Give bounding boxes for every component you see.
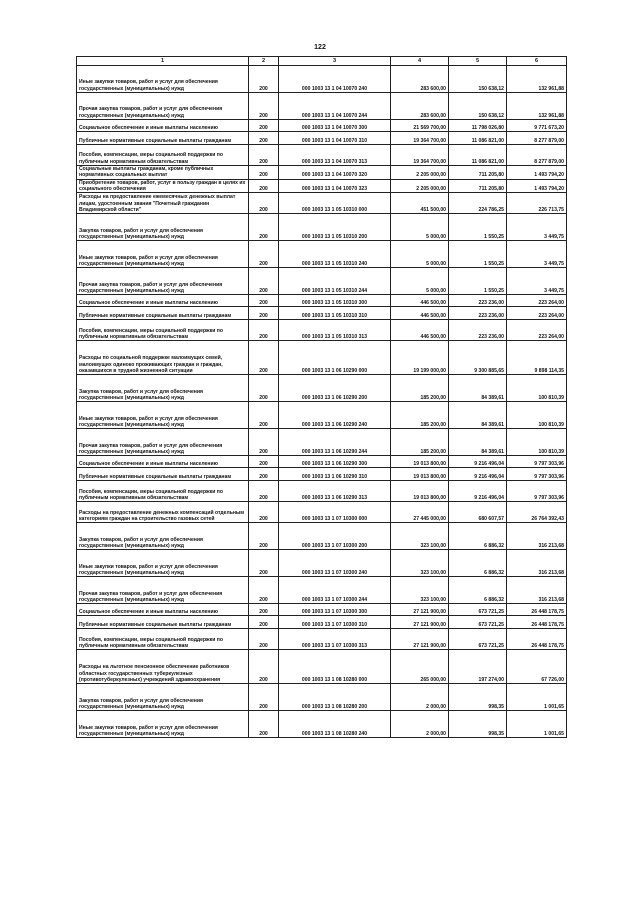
row-classification-code-cell: 000 1003 13 1 07 10300 300	[279, 604, 391, 616]
row-code-cell: 200	[249, 684, 279, 711]
row-executed-amount-cell: 84 389,61	[449, 375, 507, 402]
row-approved-amount-cell: 19 199 000,00	[391, 341, 449, 375]
row-code-cell: 200	[249, 456, 279, 468]
table-row	[77, 456, 567, 468]
row-remaining-amount-cell: 316 213,68	[507, 550, 567, 577]
row-code-cell: 200	[249, 341, 279, 375]
row-remaining-amount-cell: 223 264,00	[507, 320, 567, 341]
row-code-cell: 200	[249, 132, 279, 145]
row-code-cell: 200	[249, 468, 279, 481]
row-code-cell: 200	[249, 145, 279, 166]
table-row	[77, 577, 567, 604]
row-executed-amount-cell: 9 216 496,04	[449, 456, 507, 468]
row-executed-amount-cell: 9 216 496,04	[449, 468, 507, 481]
row-code-cell: 200	[249, 616, 279, 629]
row-remaining-amount-cell: 100 810,39	[507, 402, 567, 429]
row-name-cell: Расходы на льготное пенсионное обеспечение работников областных государственных туберкулезных (противотуберкулезных) учреждений здравоохранения	[77, 650, 249, 684]
table-row	[77, 268, 567, 295]
row-classification-code-cell: 000 1003 13 1 04 10070 240	[279, 66, 391, 93]
row-name-cell: Закупка товаров, работ и услуг для обеспечения государственных (муниципальных) нужд	[77, 375, 249, 402]
row-remaining-amount-cell: 9 797 303,96	[507, 456, 567, 468]
row-remaining-amount-cell: 3 449,75	[507, 214, 567, 241]
row-code-cell: 200	[249, 320, 279, 341]
row-remaining-amount-cell: 9 771 673,20	[507, 120, 567, 132]
row-executed-amount-cell: 150 638,12	[449, 93, 507, 120]
table-row	[77, 429, 567, 456]
table-row	[77, 93, 567, 120]
row-code-cell: 200	[249, 523, 279, 550]
row-classification-code-cell: 000 1003 13 1 07 10300 000	[279, 502, 391, 523]
row-classification-code-cell: 000 1003 13 1 06 10290 310	[279, 468, 391, 481]
table-row	[77, 193, 567, 214]
row-code-cell: 200	[249, 429, 279, 456]
row-code-cell: 200	[249, 711, 279, 738]
row-name-cell: Иные закупки товаров, работ и услуг для обеспечения государственных (муниципальных) нужд	[77, 402, 249, 429]
row-approved-amount-cell: 27 121 900,00	[391, 616, 449, 629]
row-remaining-amount-cell: 3 449,75	[507, 268, 567, 295]
row-name-cell: Расходы на предоставление ежемесячных денежных выплат лицам, удостоенным звания "Почетный гражданин Владимирской области"	[77, 193, 249, 214]
row-remaining-amount-cell: 1 493 794,20	[507, 179, 567, 193]
row-approved-amount-cell: 283 600,00	[391, 66, 449, 93]
table-row	[77, 166, 567, 180]
row-name-cell: Закупка товаров, работ и услуг для обеспечения государственных (муниципальных) нужд	[77, 684, 249, 711]
row-name-cell: Иные закупки товаров, работ и услуг для обеспечения государственных (муниципальных) нужд	[77, 241, 249, 268]
table-row	[77, 629, 567, 650]
row-classification-code-cell: 000 1003 13 1 04 10070 310	[279, 132, 391, 145]
row-approved-amount-cell: 451 500,00	[391, 193, 449, 214]
row-classification-code-cell: 000 1003 13 1 04 10070 320	[279, 166, 391, 180]
row-code-cell: 200	[249, 179, 279, 193]
row-remaining-amount-cell: 8 277 879,00	[507, 132, 567, 145]
row-name-cell: Публичные нормативные социальные выплаты гражданам	[77, 132, 249, 145]
row-executed-amount-cell: 224 786,25	[449, 193, 507, 214]
table-body	[77, 66, 567, 738]
table-row	[77, 307, 567, 320]
row-remaining-amount-cell: 26 448 178,75	[507, 616, 567, 629]
row-name-cell: Пособия, компенсации, меры социальной поддержки по публичным нормативным обязательствам	[77, 145, 249, 166]
row-remaining-amount-cell: 100 810,39	[507, 375, 567, 402]
column-header: 4	[391, 57, 449, 66]
row-approved-amount-cell: 2 000,00	[391, 684, 449, 711]
row-code-cell: 200	[249, 120, 279, 132]
row-name-cell: Расходы на предоставление денежных компенсаций отдельным категориям граждан на строительство газовых сетей	[77, 502, 249, 523]
table-header-row	[77, 57, 567, 66]
row-executed-amount-cell: 6 886,32	[449, 550, 507, 577]
row-remaining-amount-cell: 223 264,00	[507, 295, 567, 307]
row-approved-amount-cell: 2 205 000,00	[391, 179, 449, 193]
row-executed-amount-cell: 711 205,80	[449, 166, 507, 180]
table-row	[77, 120, 567, 132]
row-name-cell: Закупка товаров, работ и услуг для обеспечения государственных (муниципальных) нужд	[77, 523, 249, 550]
row-classification-code-cell: 000 1003 13 1 07 10300 310	[279, 616, 391, 629]
row-name-cell: Прочая закупка товаров, работ и услуг для обеспечения государственных (муниципальных) нужд	[77, 577, 249, 604]
row-remaining-amount-cell: 316 213,68	[507, 577, 567, 604]
table-row	[77, 66, 567, 93]
row-executed-amount-cell: 9 216 496,04	[449, 481, 507, 502]
row-classification-code-cell: 000 1003 13 1 06 10290 000	[279, 341, 391, 375]
row-name-cell: Иные закупки товаров, работ и услуг для обеспечения государственных (муниципальных) нужд	[77, 711, 249, 738]
row-executed-amount-cell: 84 389,61	[449, 402, 507, 429]
row-classification-code-cell: 000 1003 13 1 06 10290 244	[279, 429, 391, 456]
row-executed-amount-cell: 11 086 821,00	[449, 145, 507, 166]
row-executed-amount-cell: 711 205,80	[449, 179, 507, 193]
row-code-cell: 200	[249, 166, 279, 180]
row-name-cell: Публичные нормативные социальные выплаты гражданам	[77, 468, 249, 481]
row-approved-amount-cell: 19 013 800,00	[391, 468, 449, 481]
row-executed-amount-cell: 9 300 885,65	[449, 341, 507, 375]
row-approved-amount-cell: 5 000,00	[391, 214, 449, 241]
row-approved-amount-cell: 27 121 900,00	[391, 604, 449, 616]
row-executed-amount-cell: 673 721,25	[449, 604, 507, 616]
row-approved-amount-cell: 27 445 000,00	[391, 502, 449, 523]
table-row	[77, 481, 567, 502]
row-executed-amount-cell: 197 274,00	[449, 650, 507, 684]
row-classification-code-cell: 000 1003 13 1 06 10290 300	[279, 456, 391, 468]
row-approved-amount-cell: 27 121 900,00	[391, 629, 449, 650]
table-row	[77, 650, 567, 684]
row-name-cell: Прочая закупка товаров, работ и услуг для обеспечения государственных (муниципальных) нужд	[77, 429, 249, 456]
row-executed-amount-cell: 223 236,00	[449, 295, 507, 307]
row-remaining-amount-cell: 1 493 794,20	[507, 166, 567, 180]
row-executed-amount-cell: 998,35	[449, 684, 507, 711]
row-executed-amount-cell: 1 550,25	[449, 268, 507, 295]
table-row	[77, 604, 567, 616]
column-header: 5	[449, 57, 507, 66]
row-classification-code-cell: 000 1003 13 1 06 10290 200	[279, 375, 391, 402]
row-classification-code-cell: 000 1003 13 1 05 10310 244	[279, 268, 391, 295]
row-remaining-amount-cell: 1 001,65	[507, 684, 567, 711]
row-name-cell: Социальное обеспечение и иные выплаты населению	[77, 295, 249, 307]
row-remaining-amount-cell: 26 448 178,75	[507, 604, 567, 616]
row-approved-amount-cell: 446 500,00	[391, 320, 449, 341]
row-approved-amount-cell: 19 364 700,00	[391, 132, 449, 145]
row-code-cell: 200	[249, 307, 279, 320]
row-approved-amount-cell: 323 100,00	[391, 550, 449, 577]
row-name-cell: Социальное обеспечение и иные выплаты населению	[77, 456, 249, 468]
row-code-cell: 200	[249, 604, 279, 616]
table-row	[77, 375, 567, 402]
table-row	[77, 550, 567, 577]
budget-table	[76, 56, 567, 738]
row-executed-amount-cell: 673 721,25	[449, 616, 507, 629]
row-classification-code-cell: 000 1003 13 1 05 10310 240	[279, 241, 391, 268]
row-classification-code-cell: 000 1003 13 1 05 10310 310	[279, 307, 391, 320]
row-name-cell: Прочая закупка товаров, работ и услуг для обеспечения государственных (муниципальных) нужд	[77, 93, 249, 120]
row-code-cell: 200	[249, 550, 279, 577]
table-row	[77, 145, 567, 166]
table-row	[77, 132, 567, 145]
row-executed-amount-cell: 223 236,00	[449, 307, 507, 320]
table-row	[77, 711, 567, 738]
row-classification-code-cell: 000 1003 13 1 07 10300 244	[279, 577, 391, 604]
column-header: 1	[77, 57, 249, 66]
row-approved-amount-cell: 19 364 700,00	[391, 145, 449, 166]
row-classification-code-cell: 000 1003 13 1 04 10070 244	[279, 93, 391, 120]
row-classification-code-cell: 000 1003 13 1 05 10310 313	[279, 320, 391, 341]
row-remaining-amount-cell: 67 726,00	[507, 650, 567, 684]
row-code-cell: 200	[249, 629, 279, 650]
table-row	[77, 502, 567, 523]
row-approved-amount-cell: 5 000,00	[391, 241, 449, 268]
table-row	[77, 341, 567, 375]
row-approved-amount-cell: 2 000,00	[391, 711, 449, 738]
table-row	[77, 616, 567, 629]
table-row	[77, 295, 567, 307]
row-executed-amount-cell: 6 886,32	[449, 523, 507, 550]
row-code-cell: 200	[249, 481, 279, 502]
row-name-cell: Социальные выплаты гражданам, кроме публичных нормативных социальных выплат	[77, 166, 249, 180]
row-name-cell: Иные закупки товаров, работ и услуг для обеспечения государственных (муниципальных) нужд	[77, 550, 249, 577]
row-code-cell: 200	[249, 93, 279, 120]
row-name-cell: Социальное обеспечение и иные выплаты населению	[77, 604, 249, 616]
row-code-cell: 200	[249, 295, 279, 307]
row-approved-amount-cell: 2 205 000,00	[391, 166, 449, 180]
row-code-cell: 200	[249, 375, 279, 402]
row-remaining-amount-cell: 9 797 303,96	[507, 481, 567, 502]
row-code-cell: 200	[249, 502, 279, 523]
table-row	[77, 468, 567, 481]
row-approved-amount-cell: 323 100,00	[391, 523, 449, 550]
row-executed-amount-cell: 150 638,12	[449, 66, 507, 93]
row-remaining-amount-cell: 26 764 392,43	[507, 502, 567, 523]
table-row	[77, 214, 567, 241]
row-remaining-amount-cell: 132 961,88	[507, 66, 567, 93]
row-approved-amount-cell: 185 200,00	[391, 429, 449, 456]
row-classification-code-cell: 000 1003 13 1 08 10280 200	[279, 684, 391, 711]
row-remaining-amount-cell: 3 449,75	[507, 241, 567, 268]
row-classification-code-cell: 000 1003 13 1 04 10070 300	[279, 120, 391, 132]
row-classification-code-cell: 000 1003 13 1 04 10070 313	[279, 145, 391, 166]
row-approved-amount-cell: 446 500,00	[391, 307, 449, 320]
row-name-cell: Прочая закупка товаров, работ и услуг для обеспечения государственных (муниципальных) нужд	[77, 268, 249, 295]
row-code-cell: 200	[249, 241, 279, 268]
column-header: 6	[507, 57, 567, 66]
row-executed-amount-cell: 6 886,32	[449, 577, 507, 604]
table-row	[77, 179, 567, 193]
row-name-cell: Публичные нормативные социальные выплаты гражданам	[77, 616, 249, 629]
row-classification-code-cell: 000 1003 13 1 07 10300 200	[279, 523, 391, 550]
row-code-cell: 200	[249, 214, 279, 241]
row-classification-code-cell: 000 1003 13 1 06 10290 240	[279, 402, 391, 429]
row-executed-amount-cell: 1 550,25	[449, 214, 507, 241]
row-approved-amount-cell: 21 569 700,00	[391, 120, 449, 132]
row-approved-amount-cell: 5 000,00	[391, 268, 449, 295]
row-executed-amount-cell: 223 236,00	[449, 320, 507, 341]
row-code-cell: 200	[249, 193, 279, 214]
row-classification-code-cell: 000 1003 13 1 07 10300 240	[279, 550, 391, 577]
row-approved-amount-cell: 19 013 800,00	[391, 456, 449, 468]
column-header: 3	[279, 57, 391, 66]
row-name-cell: Социальное обеспечение и иные выплаты населению	[77, 120, 249, 132]
row-name-cell: Пособия, компенсации, меры социальной поддержки по публичным нормативным обязательствам	[77, 629, 249, 650]
row-remaining-amount-cell: 9 898 114,35	[507, 341, 567, 375]
table-row	[77, 320, 567, 341]
row-executed-amount-cell: 1 550,25	[449, 241, 507, 268]
row-remaining-amount-cell: 223 264,00	[507, 307, 567, 320]
row-remaining-amount-cell: 1 001,65	[507, 711, 567, 738]
table-row	[77, 241, 567, 268]
row-classification-code-cell: 000 1003 13 1 04 10070 323	[279, 179, 391, 193]
row-classification-code-cell: 000 1003 13 1 05 10310 000	[279, 193, 391, 214]
row-remaining-amount-cell: 316 213,68	[507, 523, 567, 550]
table-row	[77, 684, 567, 711]
row-executed-amount-cell: 84 389,61	[449, 429, 507, 456]
row-name-cell: Закупка товаров, работ и услуг для обеспечения государственных (муниципальных) нужд	[77, 214, 249, 241]
column-header: 2	[249, 57, 279, 66]
row-approved-amount-cell: 323 100,00	[391, 577, 449, 604]
row-classification-code-cell: 000 1003 13 1 05 10310 300	[279, 295, 391, 307]
row-code-cell: 200	[249, 402, 279, 429]
table-row	[77, 402, 567, 429]
table-row	[77, 523, 567, 550]
row-executed-amount-cell: 11 798 026,80	[449, 120, 507, 132]
row-remaining-amount-cell: 100 810,39	[507, 429, 567, 456]
row-classification-code-cell: 000 1003 13 1 08 10280 000	[279, 650, 391, 684]
row-approved-amount-cell: 265 000,00	[391, 650, 449, 684]
row-code-cell: 200	[249, 577, 279, 604]
row-approved-amount-cell: 185 200,00	[391, 375, 449, 402]
row-approved-amount-cell: 446 500,00	[391, 295, 449, 307]
row-code-cell: 200	[249, 650, 279, 684]
row-approved-amount-cell: 19 013 800,00	[391, 481, 449, 502]
row-remaining-amount-cell: 132 961,88	[507, 93, 567, 120]
row-name-cell: Публичные нормативные социальные выплаты гражданам	[77, 307, 249, 320]
row-code-cell: 200	[249, 66, 279, 93]
row-executed-amount-cell: 998,35	[449, 711, 507, 738]
row-name-cell: Пособия, компенсации, меры социальной поддержки по публичным нормативным обязательствам	[77, 481, 249, 502]
row-name-cell: Иные закупки товаров, работ и услуг для обеспечения государственных (муниципальных) нужд	[77, 66, 249, 93]
page-number: 122	[314, 44, 326, 51]
row-executed-amount-cell: 673 721,25	[449, 629, 507, 650]
row-classification-code-cell: 000 1003 13 1 05 10310 200	[279, 214, 391, 241]
row-remaining-amount-cell: 9 797 303,96	[507, 468, 567, 481]
row-remaining-amount-cell: 8 277 879,00	[507, 145, 567, 166]
row-classification-code-cell: 000 1003 13 1 06 10290 313	[279, 481, 391, 502]
row-code-cell: 200	[249, 268, 279, 295]
row-approved-amount-cell: 185 200,00	[391, 402, 449, 429]
row-name-cell: Расходы по социальной поддержке малоимущих семей, малоимущих одиноко проживающих граждан и граждан, оказавшихся в трудной жизненной ситуации	[77, 341, 249, 375]
row-executed-amount-cell: 680 607,57	[449, 502, 507, 523]
row-classification-code-cell: 000 1003 13 1 07 10300 313	[279, 629, 391, 650]
row-approved-amount-cell: 283 600,00	[391, 93, 449, 120]
row-name-cell: Приобретение товаров, работ, услуг в пользу граждан в целях их социального обеспечения	[77, 179, 249, 193]
row-classification-code-cell: 000 1003 13 1 08 10280 240	[279, 711, 391, 738]
row-remaining-amount-cell: 26 448 178,75	[507, 629, 567, 650]
row-name-cell: Пособия, компенсации, меры социальной поддержки по публичным нормативным обязательствам	[77, 320, 249, 341]
row-remaining-amount-cell: 226 713,75	[507, 193, 567, 214]
row-executed-amount-cell: 11 086 821,00	[449, 132, 507, 145]
